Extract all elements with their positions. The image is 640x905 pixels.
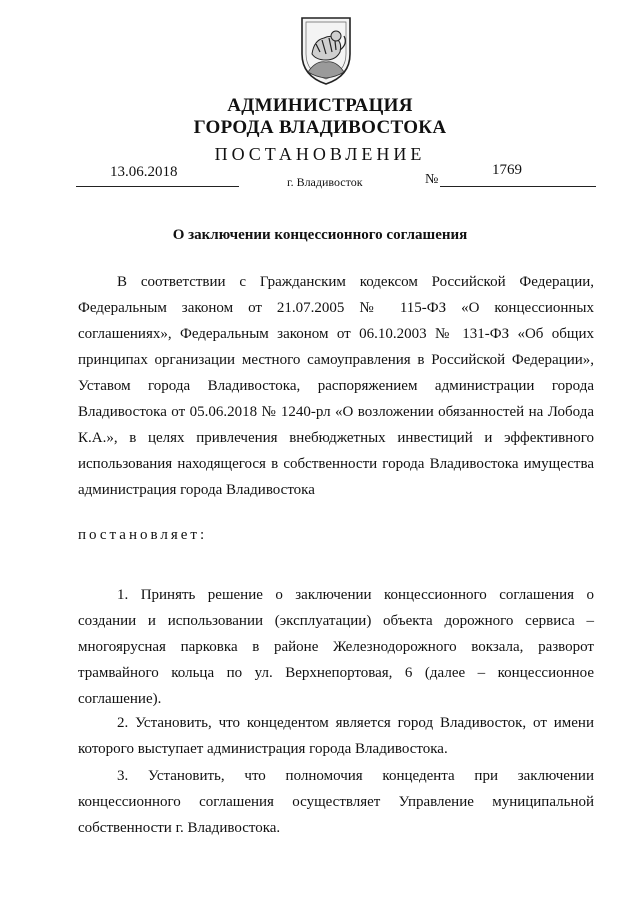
resolves-label: постановляет:	[78, 527, 208, 543]
document-type: ПОСТАНОВЛЕНИЕ	[214, 144, 426, 164]
date-underline	[76, 186, 239, 187]
preamble-paragraph: В соответствии с Гражданским кодексом Российской Федерации, Федеральным законом от 21.07.2005 № 115-ФЗ «О концессионных соглашениях», Федеральным законом от 06.10.2003 № 131-ФЗ «Об общих принципах организации местного самоуправления в Российской Федерации», Уставом города Владивостока, распоряжением администрации города Владивостока от 05.06.2018 № 1240-рл «О возложении обязанностей на Лобода К.А.», в целях привлечения внебюджетных инвестиций и эффективного использования находящегося в собственности города Владивостока имущества администрация города Владивостока	[78, 274, 594, 498]
document-title: О заключении концессионного соглашения	[172, 227, 468, 243]
number-sign: №	[425, 172, 439, 187]
resolution-item-1: 1. Принять решение о заключении концессионного соглашения о создании и использовании (эксплуатации) объекта дорожного сервиса – многоярусная парковка в районе Железнодорожного вокзала, разворот трамвайного кольца по ул. Верхнепортовая, 6 (далее – концессионное соглашение).	[78, 587, 594, 707]
resolution-item-2: 2. Установить, что концедентом является город Владивосток, от имени которого выступает администрация города Владивостока.	[78, 715, 594, 757]
number-underline	[440, 186, 596, 187]
document-number: 1769	[492, 162, 522, 178]
coat-of-arms-emblem	[296, 14, 356, 86]
resolution-item-3: 3. Установить, что полномочия концедента при заключении концессионного соглашения осуществляет Управление муниципальной собственности г. Владивостока.	[78, 768, 594, 836]
document-date: 13.06.2018	[110, 164, 178, 180]
org-name-line1: АДМИНИСТРАЦИЯ	[227, 95, 413, 116]
org-name-line2: ГОРОДА ВЛАДИВОСТОКА	[193, 117, 447, 138]
document-city: г. Владивосток	[287, 175, 363, 189]
